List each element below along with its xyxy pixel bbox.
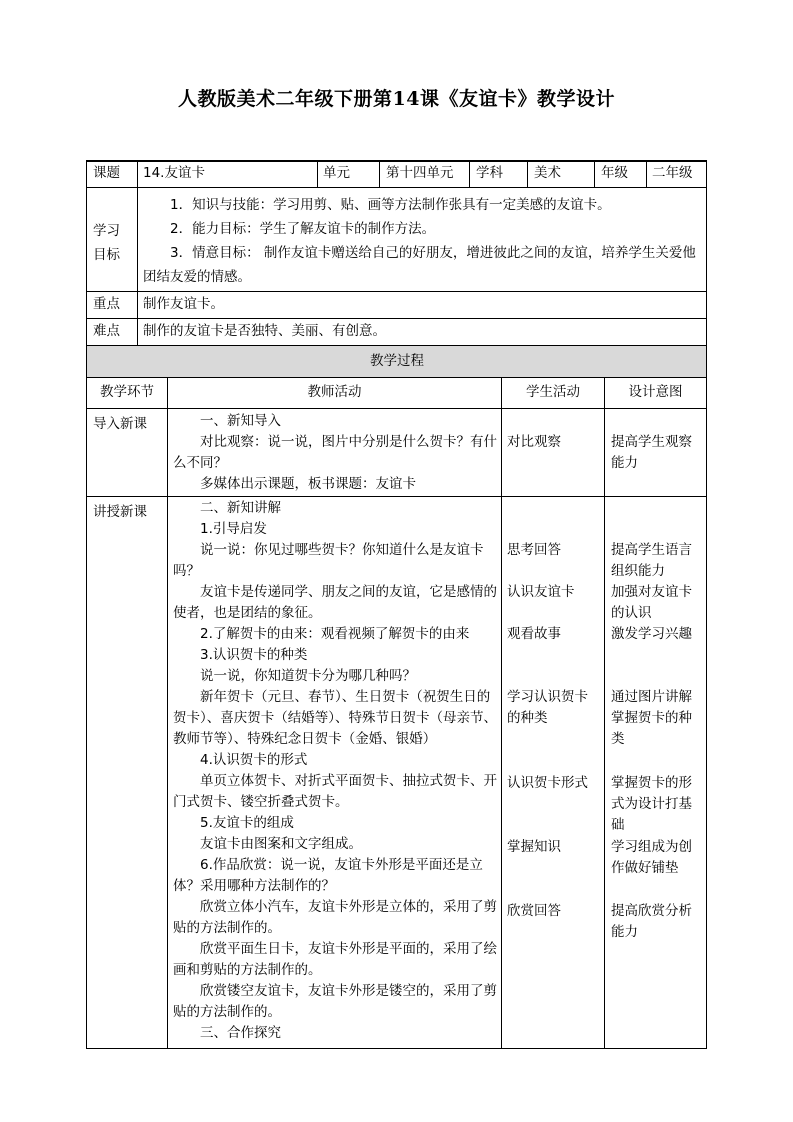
objectives-label [93,219,133,267]
column-divider [137,187,138,345]
teacher-line: 说一说，你知道贺卡分为哪几种吗？ [200,668,416,684]
teacher-line: 单页立体贺卡、对折式平面贺卡、抽拉式贺卡、开门式贺卡、镂空折叠式贺卡。 [173,773,497,810]
difficulty-value: 制作的友谊卡是否独特、美丽、有创意。 [143,323,386,339]
objectives-label-line: 目标 [93,247,120,263]
teacher-line: 欣赏立体小汽车，友谊卡外形是立体的，采用了剪贴的方法制作的。 [173,899,497,936]
teacher-line: 6.作品欣赏：说一说，友谊卡外形是平面还是立体？采用哪种方法制作的？ [173,857,483,894]
lecture-teacher [173,498,497,1044]
student-activity: 学习认识贺卡的种类 [507,689,588,726]
column-divider [137,160,138,187]
column-divider [379,160,380,187]
lecture-stage: 讲授新课 [93,504,147,520]
design-intent: 掌握贺卡的形式为设计打基础 [611,775,692,833]
difficulty-label: 难点 [93,323,120,339]
unit-value: 第十四单元 [386,165,454,181]
teacher-line: 欣赏平面生日卡，友谊卡外形是平面的，采用了绘画和剪贴的方法制作的。 [173,941,497,978]
column-divider [646,160,647,187]
objective-item: 1．知识与技能：学习用剪、贴、画等方法制作张具有一定美感的友谊卡。 [170,197,611,213]
teacher-line: 4.认识贺卡的形式 [200,752,308,768]
header-teacher: 教师活动 [307,384,362,400]
student-activity: 观看故事 [507,626,561,642]
teacher-line: 新年贺卡（元旦、春节）、生日贺卡（祝贺生日的贺卡）、喜庆贺卡（结婚等）、特殊节日贺卡（母亲节、教师节等）、特殊纪念日贺卡（金婚、银婚） [173,689,497,747]
teacher-line: 友谊卡是传递同学、朋友之间的友谊，它是感情的使者，也是团结的象征。 [173,584,497,621]
column-divider [501,377,502,1049]
column-divider [317,160,318,187]
teacher-line: 友谊卡由图案和文字组成。 [200,836,362,852]
design-intent: 激发学习兴趣 [611,626,692,642]
column-divider [469,160,470,187]
table-right-border [706,160,707,1049]
table-top-border [86,160,707,162]
design-intent: 通过图片讲解掌握贺卡的种类 [611,689,692,747]
key-point-value: 制作友谊卡。 [143,296,224,312]
teacher-line: 欣赏镂空友谊卡，友谊卡外形是镂空的，采用了剪贴的方法制作的。 [173,983,497,1020]
student-activity: 认识贺卡形式 [507,775,588,791]
design-intent: 提高学生语言组织能力 [611,542,692,579]
row-divider [86,318,707,319]
teacher-line: 多媒体出示课题，板书课题：友谊卡 [200,476,416,492]
intro-stage: 导入新课 [93,416,147,432]
header-stage: 教学环节 [100,384,154,400]
column-divider [594,160,595,187]
table-bottom-border [86,1048,707,1049]
student-activity: 掌握知识 [507,839,561,855]
grade-value: 二年级 [652,165,693,181]
teacher-line: 3.认识贺卡的种类 [200,647,308,663]
column-divider [604,377,605,1049]
teacher-line: 5.友谊卡的组成 [200,815,294,831]
topic-label: 课题 [93,165,120,181]
row-divider [86,377,707,378]
unit-label: 单元 [323,165,350,181]
process-title: 教学过程 [370,353,424,369]
column-divider [527,160,528,187]
teacher-line: 2.了解贺卡的由来：观看视频了解贺卡的由来 [200,626,470,642]
objectives-content [143,193,702,289]
grade-label: 年级 [601,165,628,181]
teacher-line: 1.引导启发 [200,521,267,537]
design-intent: 加强对友谊卡的认识 [611,584,692,621]
key-point-label: 重点 [93,296,120,312]
row-divider [86,496,707,497]
header-intent: 设计意图 [628,384,683,400]
page-title: 人教版美术二年级下册第14课《友谊卡》教学设计 [178,88,615,110]
student-activity: 认识友谊卡 [507,584,575,600]
row-divider [86,291,707,292]
intro-intent: 提高学生观察能力 [611,434,692,471]
subject-label: 学科 [476,165,503,181]
table-left-border [86,160,87,1049]
student-activity: 欣赏回答 [507,903,561,919]
design-intent: 学习组成为创作做好铺垫 [611,839,692,876]
teacher-line: 对比观察：说一说，图片中分别是什么贺卡？有什么不同？ [173,434,497,471]
row-divider [86,187,707,188]
column-divider [167,377,168,1049]
teacher-line: 一、新知导入 [200,413,281,429]
student-activity: 思考回答 [507,542,561,558]
objective-item: 2．能力目标：学生了解友谊卡的制作方法。 [170,221,436,237]
subject-value: 美术 [534,165,561,181]
objective-item: 3．情意目标： 制作友谊卡赠送给自己的好朋友，增进彼此之间的友谊，培养学生关爱他团结友爱的情感。 [143,245,696,285]
objectives-label-line: 学习 [93,223,120,239]
design-intent: 提高欣赏分析能力 [611,903,692,940]
teacher-line: 二、新知讲解 [200,500,281,516]
teacher-line: 三、合作探究 [200,1025,281,1041]
row-divider [86,408,707,409]
intro-student: 对比观察 [507,434,561,450]
teacher-line: 说一说：你见过哪些贺卡？你知道什么是友谊卡吗？ [173,542,484,579]
topic-value: 14.友谊卡 [143,165,205,181]
intro-teacher [173,411,497,495]
header-student: 学生活动 [526,384,580,400]
